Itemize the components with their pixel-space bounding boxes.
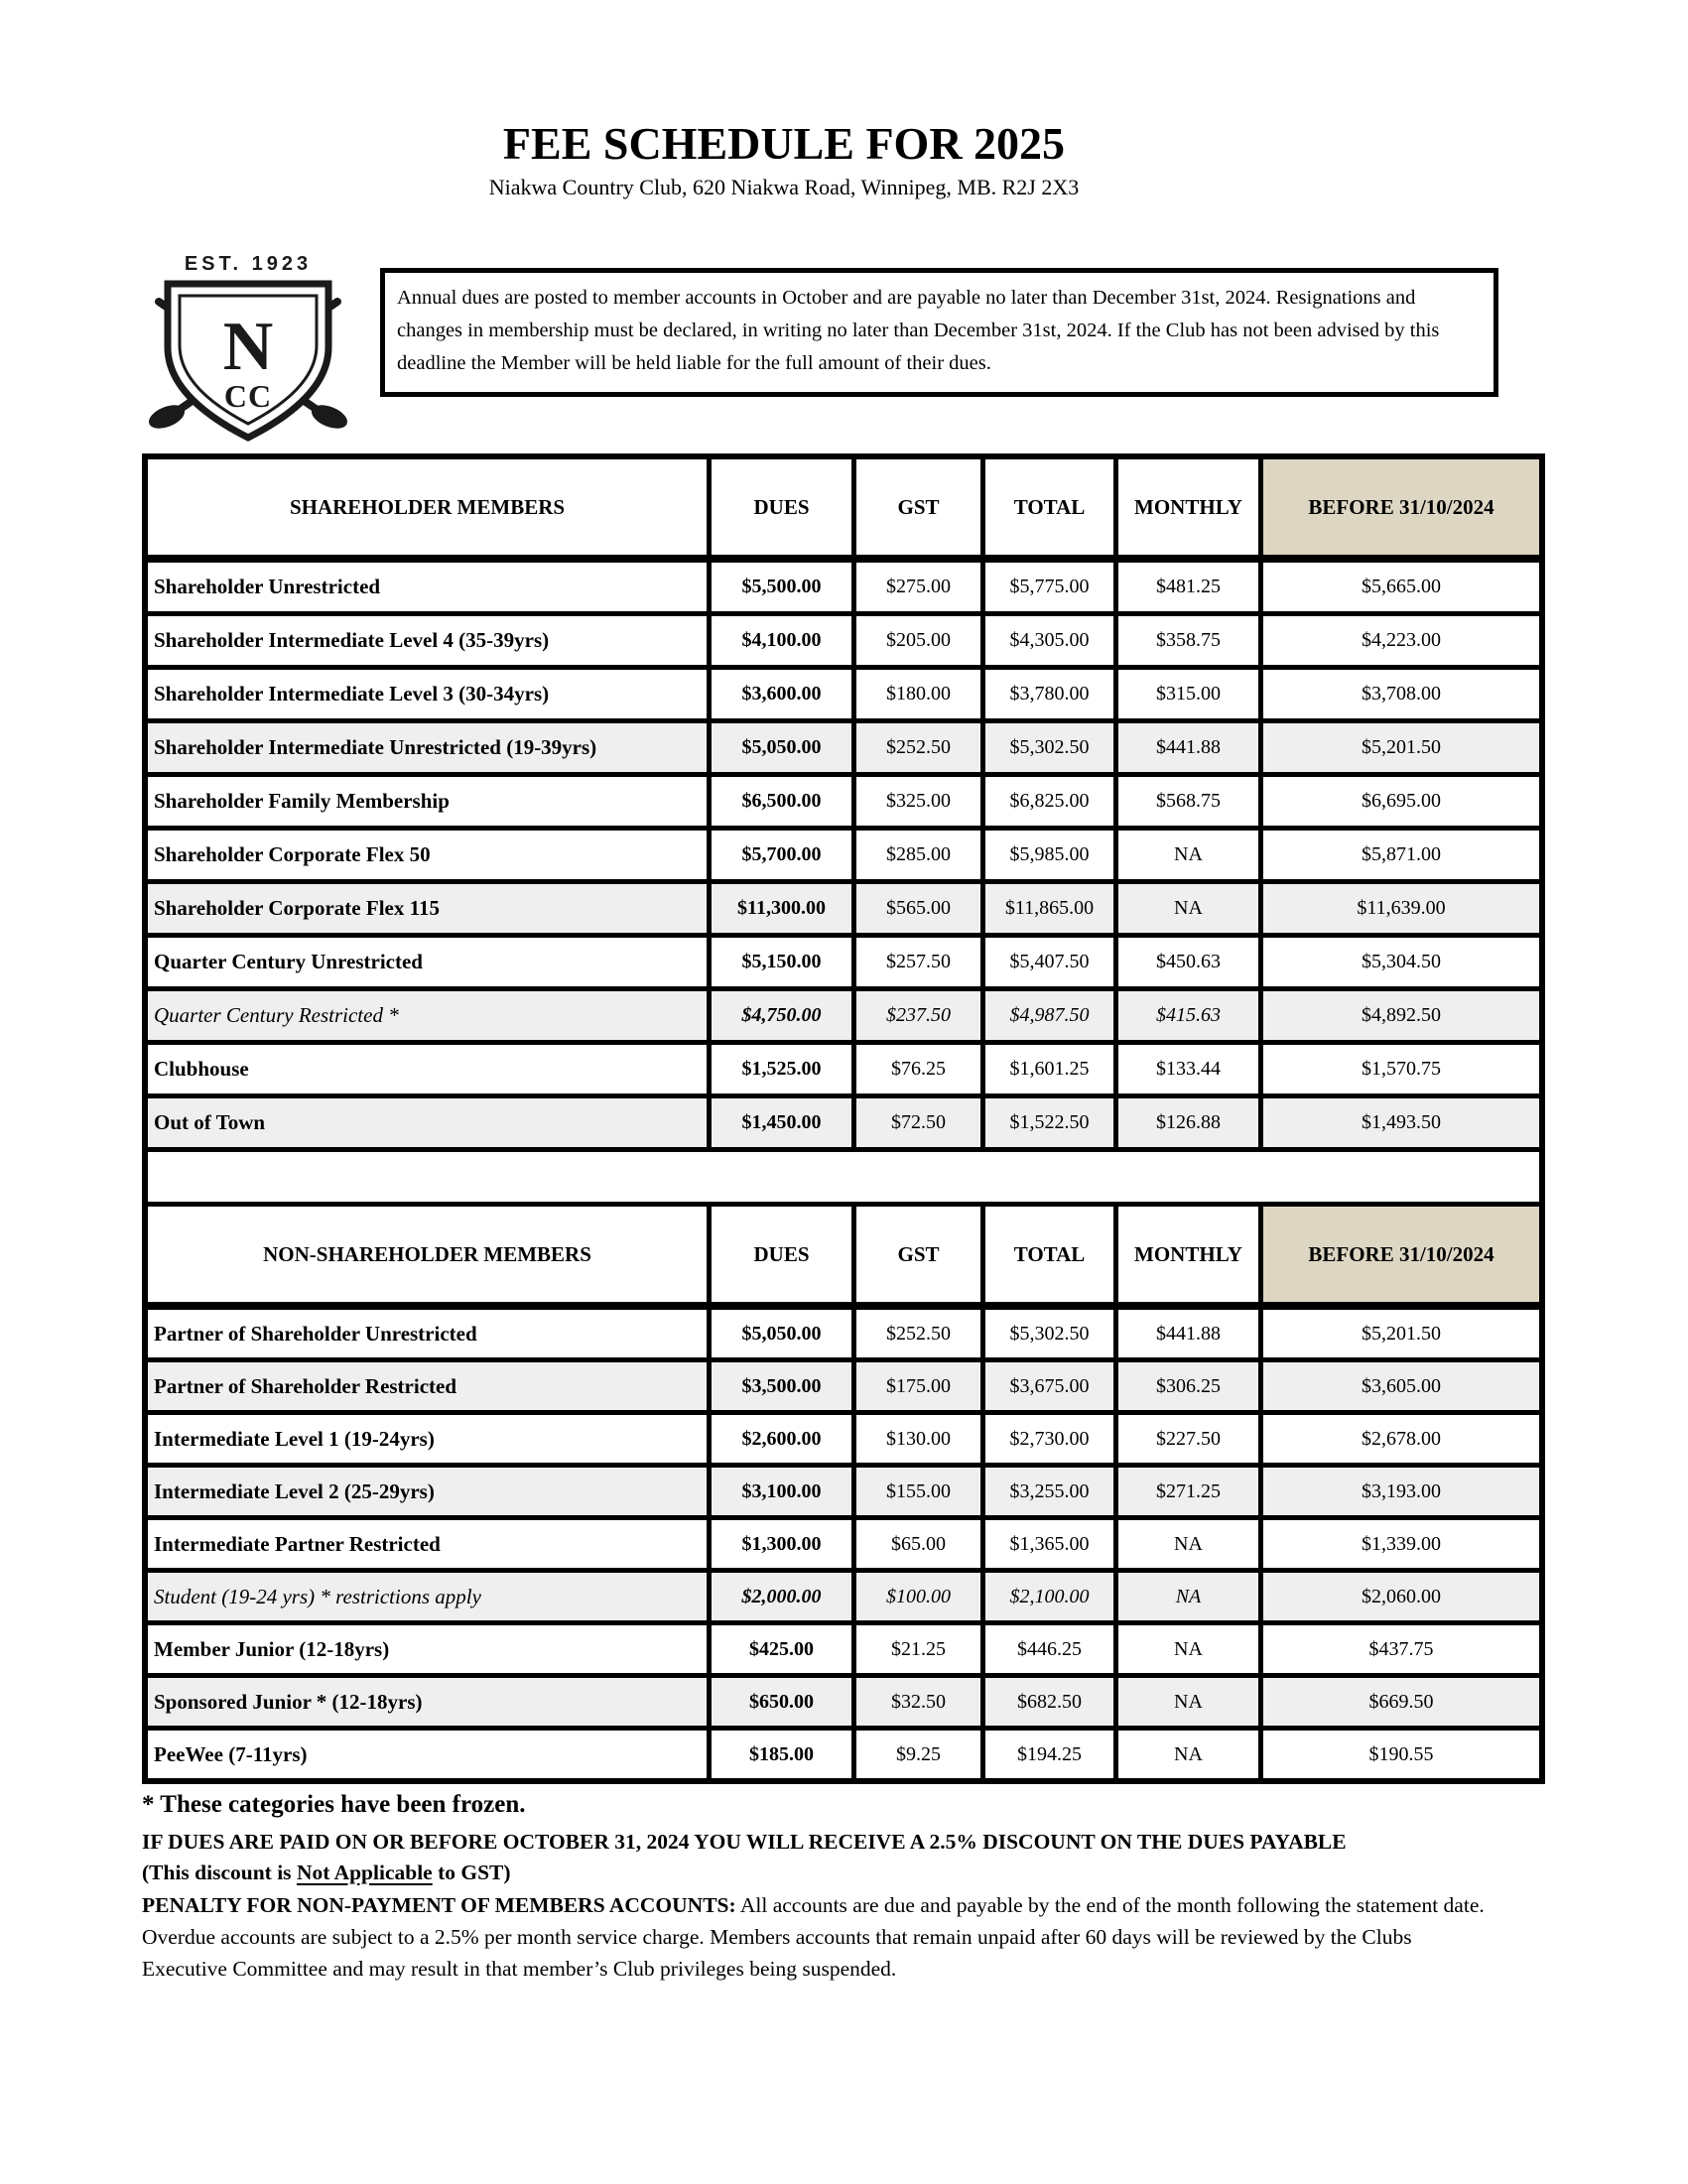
monthly-value: $227.50 [1118,1415,1258,1463]
monthly-value: NA [1118,884,1258,933]
table-row [148,1520,1539,1568]
dues-value: $1,525.00 [712,1045,851,1093]
before-date-value: $5,665.00 [1263,563,1539,611]
membership-category-label: Intermediate Level 2 (25-29yrs) [148,1468,707,1515]
penalty-body: All accounts are due and payable by the end of the month following the statement date. Overdue accounts are subject to a 2.5% per month service charge. Members accounts that remain unpaid after 60 days will be reviewed by the Clubs Executive Committee and may result in that member’s Club privileges being suspended. [142,1893,1485,1981]
monthly-value: NA [1118,1520,1258,1568]
penalty-paragraph [142,1889,1496,1985]
monthly-value: NA [1118,1731,1258,1778]
gst-value: $565.00 [856,884,980,933]
gst-value: $21.25 [856,1625,980,1673]
club-logo [119,246,377,459]
membership-category-label: Intermediate Level 1 (19-24yrs) [148,1415,707,1463]
document-header [0,117,1568,200]
before-date-value: $190.55 [1263,1731,1539,1778]
total-column-header: TOTAL [985,459,1113,555]
discount-note-prefix: (This discount is [142,1861,297,1884]
before-date-value: $3,605.00 [1263,1362,1539,1410]
dues-value: $2,000.00 [712,1573,851,1620]
total-value: $5,775.00 [985,563,1113,611]
dues-value: $5,500.00 [712,563,851,611]
penalty-heading: PENALTY FOR NON-PAYMENT OF MEMBERS ACCOUNTS: [142,1893,736,1917]
total-value: $3,675.00 [985,1362,1113,1410]
membership-category-label: Shareholder Corporate Flex 115 [148,884,707,933]
before-date-value: $3,193.00 [1263,1468,1539,1515]
total-value: $682.50 [985,1678,1113,1726]
monthly-column-header: MONTHLY [1118,1207,1258,1302]
gst-value: $237.50 [856,991,980,1040]
monthly-column-header: MONTHLY [1118,459,1258,555]
dues-value: $650.00 [712,1678,851,1726]
monthly-value: NA [1118,1625,1258,1673]
monthly-value: NA [1118,831,1258,879]
non-shareholder-header-row [148,1207,1539,1302]
total-value: $5,302.50 [985,723,1113,772]
monthly-value: $306.25 [1118,1362,1258,1410]
table-row [148,1310,1539,1357]
total-value: $4,987.50 [985,991,1113,1040]
total-value: $194.25 [985,1731,1113,1778]
gst-value: $285.00 [856,831,980,879]
dues-value: $5,050.00 [712,1310,851,1357]
monthly-value: $450.63 [1118,938,1258,986]
membership-category-label: Sponsored Junior * (12-18yrs) [148,1678,707,1726]
gst-value: $252.50 [856,723,980,772]
gst-value: $72.50 [856,1098,980,1147]
before-date-value: $6,695.00 [1263,777,1539,826]
shareholder-members-header: SHAREHOLDER MEMBERS [148,459,707,555]
membership-category-label: Intermediate Partner Restricted [148,1520,707,1568]
before-date-value: $1,493.50 [1263,1098,1539,1147]
before-date-value: $2,678.00 [1263,1415,1539,1463]
gst-value: $180.00 [856,670,980,718]
table-row [148,1098,1539,1147]
before-date-column-header: BEFORE 31/10/2024 [1263,459,1539,555]
dues-value: $3,100.00 [712,1468,851,1515]
membership-category-label: Shareholder Unrestricted [148,563,707,611]
monthly-value: $568.75 [1118,777,1258,826]
table-row [148,616,1539,665]
table-row [148,723,1539,772]
dues-value: $6,500.00 [712,777,851,826]
frozen-categories-note: * These categories have been frozen. [142,1791,526,1818]
dues-value: $5,700.00 [712,831,851,879]
before-date-value: $5,201.50 [1263,723,1539,772]
monthly-value: $441.88 [1118,1310,1258,1357]
membership-category-label: Shareholder Intermediate Level 3 (30-34yrs) [148,670,707,718]
gst-value: $9.25 [856,1731,980,1778]
gst-value: $205.00 [856,616,980,665]
membership-category-label: Partner of Shareholder Unrestricted [148,1310,707,1357]
before-date-value: $5,201.50 [1263,1310,1539,1357]
table-row [148,1468,1539,1515]
table-row [148,1045,1539,1093]
discount-note: IF DUES ARE PAID ON OR BEFORE OCTOBER 31, 2024 YOU WILL RECEIVE A 2.5% DISCOUNT ON THE DUES PAYABLE [142,1830,1347,1854]
membership-category-label: Shareholder Intermediate Unrestricted (19-39yrs) [148,723,707,772]
dues-notice-box [380,268,1498,397]
non-shareholder-rows [148,1310,1539,1778]
gst-column-header: GST [856,459,980,555]
monthly-value: NA [1118,1573,1258,1620]
before-date-value: $4,223.00 [1263,616,1539,665]
monthly-value: $133.44 [1118,1045,1258,1093]
table-row [148,831,1539,879]
dues-value: $4,100.00 [712,616,851,665]
total-value: $1,601.25 [985,1045,1113,1093]
shareholder-header-row [148,459,1539,555]
dues-notice-text: Annual dues are posted to member accounts in October and are payable no later than December 31st, 2024. Resignations and changes in membership must be declared, in writing no later than December 31st, 2024. If the Club has not been advised by this deadline the Member will be held liable for the full amount of their dues. [397,287,1440,374]
total-value: $5,407.50 [985,938,1113,986]
gst-value: $275.00 [856,563,980,611]
monthly-value: $441.88 [1118,723,1258,772]
dues-value: $11,300.00 [712,884,851,933]
gst-value: $252.50 [856,1310,980,1357]
table-spacer-row [148,1152,1539,1202]
gst-value: $130.00 [856,1415,980,1463]
total-value: $5,302.50 [985,1310,1113,1357]
membership-category-label: PeeWee (7-11yrs) [148,1731,707,1778]
table-row [148,938,1539,986]
total-value: $4,305.00 [985,616,1113,665]
svg-text:CC: CC [223,378,273,414]
monthly-value: NA [1118,1678,1258,1726]
discount-note-suffix: to GST) [432,1861,511,1884]
table-row [148,1625,1539,1673]
non-shareholder-members-header: NON-SHAREHOLDER MEMBERS [148,1207,707,1302]
total-value: $1,365.00 [985,1520,1113,1568]
before-date-value: $5,871.00 [1263,831,1539,879]
table-row [148,1573,1539,1620]
dues-value: $3,500.00 [712,1362,851,1410]
table-row [148,563,1539,611]
total-value: $2,100.00 [985,1573,1113,1620]
gst-value: $155.00 [856,1468,980,1515]
before-date-column-header: BEFORE 31/10/2024 [1263,1207,1539,1302]
fee-table [142,453,1545,1784]
discount-gst-note [142,1858,1496,1888]
page-title: FEE SCHEDULE FOR 2025 [502,118,1066,169]
dues-value: $425.00 [712,1625,851,1673]
total-value: $3,780.00 [985,670,1113,718]
table-row [148,1731,1539,1778]
table-row [148,884,1539,933]
table-row [148,777,1539,826]
total-value: $5,985.00 [985,831,1113,879]
table-row [148,1415,1539,1463]
dues-value: $2,600.00 [712,1415,851,1463]
gst-value: $76.25 [856,1045,980,1093]
gst-column-header: GST [856,1207,980,1302]
gst-value: $32.50 [856,1678,980,1726]
dues-column-header: DUES [712,459,851,555]
before-date-value: $437.75 [1263,1625,1539,1673]
membership-category-label: Shareholder Family Membership [148,777,707,826]
monthly-value: $358.75 [1118,616,1258,665]
dues-value: $5,050.00 [712,723,851,772]
before-date-value: $5,304.50 [1263,938,1539,986]
before-date-value: $1,570.75 [1263,1045,1539,1093]
total-column-header: TOTAL [985,1207,1113,1302]
shareholder-rows [148,563,1539,1147]
before-date-value: $4,892.50 [1263,991,1539,1040]
membership-category-label: Student (19-24 yrs) * restrictions apply [148,1573,707,1620]
gst-value: $175.00 [856,1362,980,1410]
before-date-value: $2,060.00 [1263,1573,1539,1620]
svg-text:EST. 1923: EST. 1923 [184,253,313,275]
membership-category-label: Member Junior (12-18yrs) [148,1625,707,1673]
membership-category-label: Partner of Shareholder Restricted [148,1362,707,1410]
monthly-value: $126.88 [1118,1098,1258,1147]
total-value: $2,730.00 [985,1415,1113,1463]
table-row [148,991,1539,1040]
total-value: $3,255.00 [985,1468,1113,1515]
dues-value: $1,450.00 [712,1098,851,1147]
svg-text:N: N [222,309,274,385]
page-subtitle: Niakwa Country Club, 620 Niakwa Road, Winnipeg, MB. R2J 2X3 [488,175,1080,199]
dues-column-header: DUES [712,1207,851,1302]
dues-value: $3,600.00 [712,670,851,718]
dues-value: $1,300.00 [712,1520,851,1568]
monthly-value: $481.25 [1118,563,1258,611]
table-row [148,1362,1539,1410]
membership-category-label: Clubhouse [148,1045,707,1093]
gst-value: $65.00 [856,1520,980,1568]
membership-category-label: Shareholder Corporate Flex 50 [148,831,707,879]
total-value: $11,865.00 [985,884,1113,933]
dues-value: $185.00 [712,1731,851,1778]
membership-category-label: Quarter Century Unrestricted [148,938,707,986]
membership-category-label: Out of Town [148,1098,707,1147]
before-date-value: $1,339.00 [1263,1520,1539,1568]
before-date-value: $11,639.00 [1263,884,1539,933]
gst-value: $100.00 [856,1573,980,1620]
monthly-value: $315.00 [1118,670,1258,718]
total-value: $6,825.00 [985,777,1113,826]
table-row [148,1678,1539,1726]
monthly-value: $415.63 [1118,991,1258,1040]
membership-category-label: Quarter Century Restricted * [148,991,707,1040]
before-date-value: $3,708.00 [1263,670,1539,718]
total-value: $1,522.50 [985,1098,1113,1147]
monthly-value: $271.25 [1118,1468,1258,1515]
membership-category-label: Shareholder Intermediate Level 4 (35-39yrs) [148,616,707,665]
gst-value: $257.50 [856,938,980,986]
total-value: $446.25 [985,1625,1113,1673]
footnotes [142,1791,1496,1985]
dues-value: $5,150.00 [712,938,851,986]
club-crest-icon [119,246,377,459]
dues-value: $4,750.00 [712,991,851,1040]
before-date-value: $669.50 [1263,1678,1539,1726]
table-row [148,670,1539,718]
gst-value: $325.00 [856,777,980,826]
not-applicable-underlined: Not Applicable [296,1861,433,1884]
